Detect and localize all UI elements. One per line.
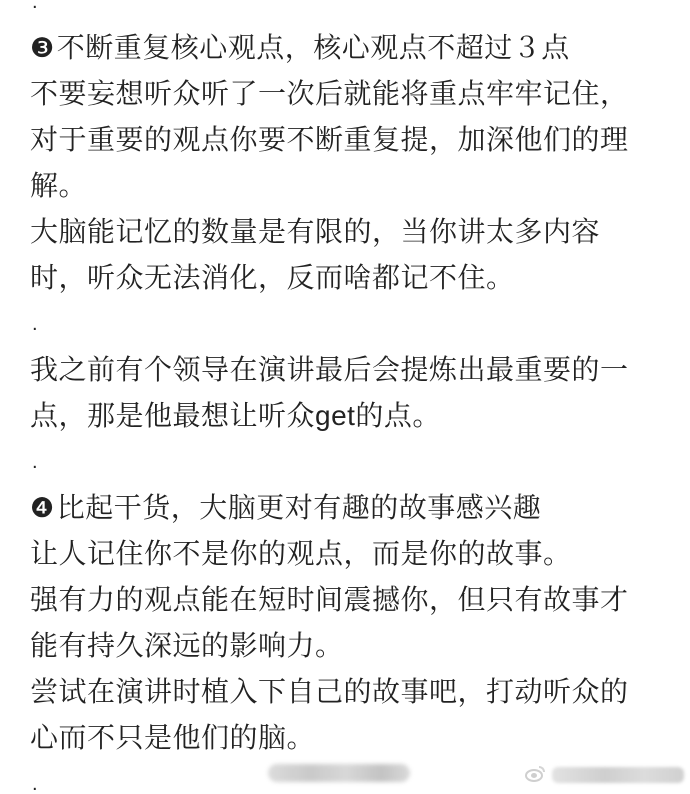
paragraph-line: 让人记住你不是你的观点，而是你的故事。 bbox=[30, 538, 572, 569]
circled-number-4: ❹ bbox=[30, 493, 55, 524]
paragraph-line: 我之前有个领导在演讲最后会提炼出最重要的一 bbox=[30, 354, 629, 385]
separator-dot: . bbox=[32, 0, 39, 13]
weibo-logo-icon bbox=[524, 766, 546, 784]
watermark bbox=[524, 763, 684, 787]
watermark-blurred-text bbox=[552, 767, 684, 783]
paragraph-line: 大脑能记忆的数量是有限的，当你讲太多内容 bbox=[30, 216, 601, 247]
section-heading-4 bbox=[30, 485, 680, 531]
section-heading-3 bbox=[30, 25, 680, 71]
paragraph-line: 能有持久深远的影响力。 bbox=[30, 630, 344, 661]
paragraph-line: 强有力的观点能在短时间震撼你，但只有故事才 bbox=[30, 584, 629, 615]
paragraph-line: 心而不只是他们的脑。 bbox=[30, 722, 316, 753]
paragraph-line: 尝试在演讲时植入下自己的故事吧，打动听众的 bbox=[30, 676, 629, 707]
paragraph-line: 点，那是他最想让听众get的点。 bbox=[30, 400, 441, 431]
heading-text: 不断重复核心观点，核心观点不超过３点 bbox=[56, 32, 570, 63]
heading-text: 比起干货，大脑更对有趣的故事感兴趣 bbox=[56, 492, 542, 523]
paragraph-line: 时，听众无法消化，反而啥都记不住。 bbox=[30, 262, 515, 293]
paragraph-line: 解。 bbox=[30, 170, 88, 201]
paragraph-line: 对于重要的观点你要不断重复提，加深他们的理 bbox=[30, 124, 629, 155]
redacted-blur bbox=[268, 764, 410, 782]
paragraph-line: 不要妄想听众听了一次后就能将重点牢牢记住， bbox=[30, 78, 629, 109]
circled-number-3: ❸ bbox=[30, 33, 55, 64]
separator-dot: . bbox=[32, 451, 39, 473]
separator-dot: . bbox=[32, 313, 39, 335]
separator-dot: . bbox=[32, 773, 39, 794]
post-body bbox=[30, 0, 680, 794]
